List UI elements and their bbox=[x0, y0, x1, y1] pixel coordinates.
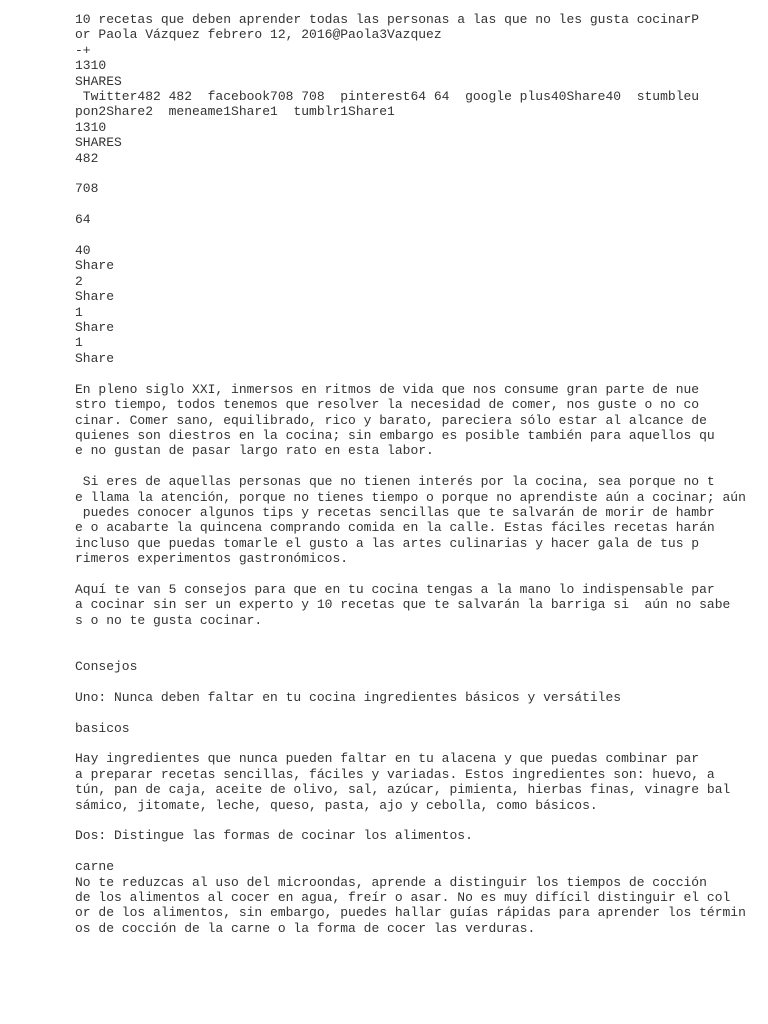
text-line: s o no te gusta cocinar. bbox=[75, 612, 263, 628]
text-line: 1 bbox=[75, 304, 83, 320]
blank-line bbox=[75, 166, 755, 181]
blank-line bbox=[75, 366, 755, 381]
text-line: Share bbox=[75, 258, 115, 274]
text-line: Twitter482 482 facebook708 708 pinterest64 64 google plus40Share40 stumbleu bbox=[75, 89, 700, 105]
text-line: quienes son diestros en la cocina; sin embargo es posible también para aquellos qu bbox=[75, 427, 715, 443]
text-line: 482 bbox=[75, 150, 99, 166]
text-line: or de los alimentos, sin embargo, puedes hallar guías rápidas para aprender los términ bbox=[75, 905, 746, 921]
blank-line bbox=[75, 705, 755, 720]
text-line: 40 bbox=[75, 243, 91, 259]
text-line: -+ bbox=[75, 42, 91, 58]
blank-line bbox=[75, 736, 755, 751]
blank-line bbox=[75, 459, 755, 474]
text-line: 10 recetas que deben aprender todas las personas a las que no les gusta cocinarP bbox=[75, 12, 700, 27]
text-line: Aquí te van 5 consejos para que en tu cocina tengas a la mano lo indispensable par bbox=[75, 581, 715, 597]
blank-line bbox=[75, 197, 755, 212]
text-line: pon2Share2 meneame1Share1 tumblr1Share1 bbox=[75, 104, 395, 120]
text-line: Dos: Distingue las formas de cocinar los alimentos. bbox=[75, 828, 473, 844]
text-line: e llama la atención, porque no tienes tiempo o porque no aprendiste aún a cocinar; aún bbox=[75, 489, 746, 505]
blank-line bbox=[75, 813, 755, 828]
text-line: or Paola Vázquez febrero 12, 2016@Paola3Vazquez bbox=[75, 27, 442, 43]
blank-line bbox=[75, 228, 755, 243]
text-line: de los alimentos al cocer en agua, freír o asar. No es muy difícil distinguir el col bbox=[75, 889, 731, 905]
blank-line bbox=[75, 674, 755, 689]
text-line: cinar. Comer sano, equilibrado, rico y barato, pareciera sólo estar al alcance de bbox=[75, 412, 707, 428]
text-line: No te reduzcas al uso del microondas, aprende a distinguir los tiempos de cocción bbox=[75, 874, 707, 890]
text-line: tún, pan de caja, aceite de olivo, sal, azúcar, pimienta, hierbas finas, vinagre bal bbox=[75, 782, 731, 798]
text-line: os de cocción de la carne o la forma de cocer las verduras. bbox=[75, 920, 536, 936]
text-line: puedes conocer algunos tips y recetas sencillas que te salvarán de morir de hambr bbox=[75, 504, 715, 520]
text-line: a cocinar sin ser un experto y 10 recetas que te salvarán la barriga si aún no sabe bbox=[75, 597, 731, 613]
text-line: Hay ingredientes que nunca pueden faltar en tu alacena y que puedas combinar par bbox=[75, 751, 700, 767]
text-line: 2 bbox=[75, 273, 83, 289]
text-line: SHARES bbox=[75, 73, 122, 89]
text-line: Uno: Nunca deben faltar en tu cocina ingredientes básicos y versátiles bbox=[75, 689, 622, 705]
text-line: basicos bbox=[75, 720, 130, 736]
blank-line bbox=[75, 644, 755, 659]
text-line: 1310 bbox=[75, 119, 107, 135]
text-line: stro tiempo, todos tenemos que resolver la necesidad de comer, nos guste o no co bbox=[75, 397, 700, 413]
text-line: 64 bbox=[75, 212, 91, 228]
text-line: 1310 bbox=[75, 58, 107, 74]
text-line: e no gustan de pasar largo rato en esta labor. bbox=[75, 443, 434, 459]
text-line: a preparar recetas sencillas, fáciles y variadas. Estos ingredientes son: huevo, a bbox=[75, 766, 715, 782]
blank-line bbox=[75, 844, 755, 859]
text-line: Si eres de aquellas personas que no tienen interés por la cocina, sea porque no t bbox=[75, 474, 715, 490]
text-line: rimeros experimentos gastronómicos. bbox=[75, 551, 349, 567]
text-line: incluso que puedas tomarle el gusto a las artes culinarias y hacer gala de tus p bbox=[75, 535, 700, 551]
text-line: Share bbox=[75, 320, 115, 336]
text-line: Share bbox=[75, 289, 115, 305]
text-line: 1 bbox=[75, 335, 83, 351]
text-line: sámico, jitomate, leche, queso, pasta, ajo y cebolla, como básicos. bbox=[75, 797, 598, 813]
text-line: 708 bbox=[75, 181, 99, 197]
text-line: carne bbox=[75, 859, 115, 875]
text-line: En pleno siglo XXI, inmersos en ritmos de vida que nos consume gran parte de nue bbox=[75, 381, 700, 397]
text-line: e o acabarte la quincena comprando comida en la calle. Estas fáciles recetas harán bbox=[75, 520, 715, 536]
document-text bbox=[75, 12, 755, 936]
blank-line bbox=[75, 628, 755, 643]
blank-line bbox=[75, 567, 755, 582]
text-line: Consejos bbox=[75, 658, 138, 674]
text-line: SHARES bbox=[75, 135, 122, 151]
text-line: Share bbox=[75, 350, 115, 366]
